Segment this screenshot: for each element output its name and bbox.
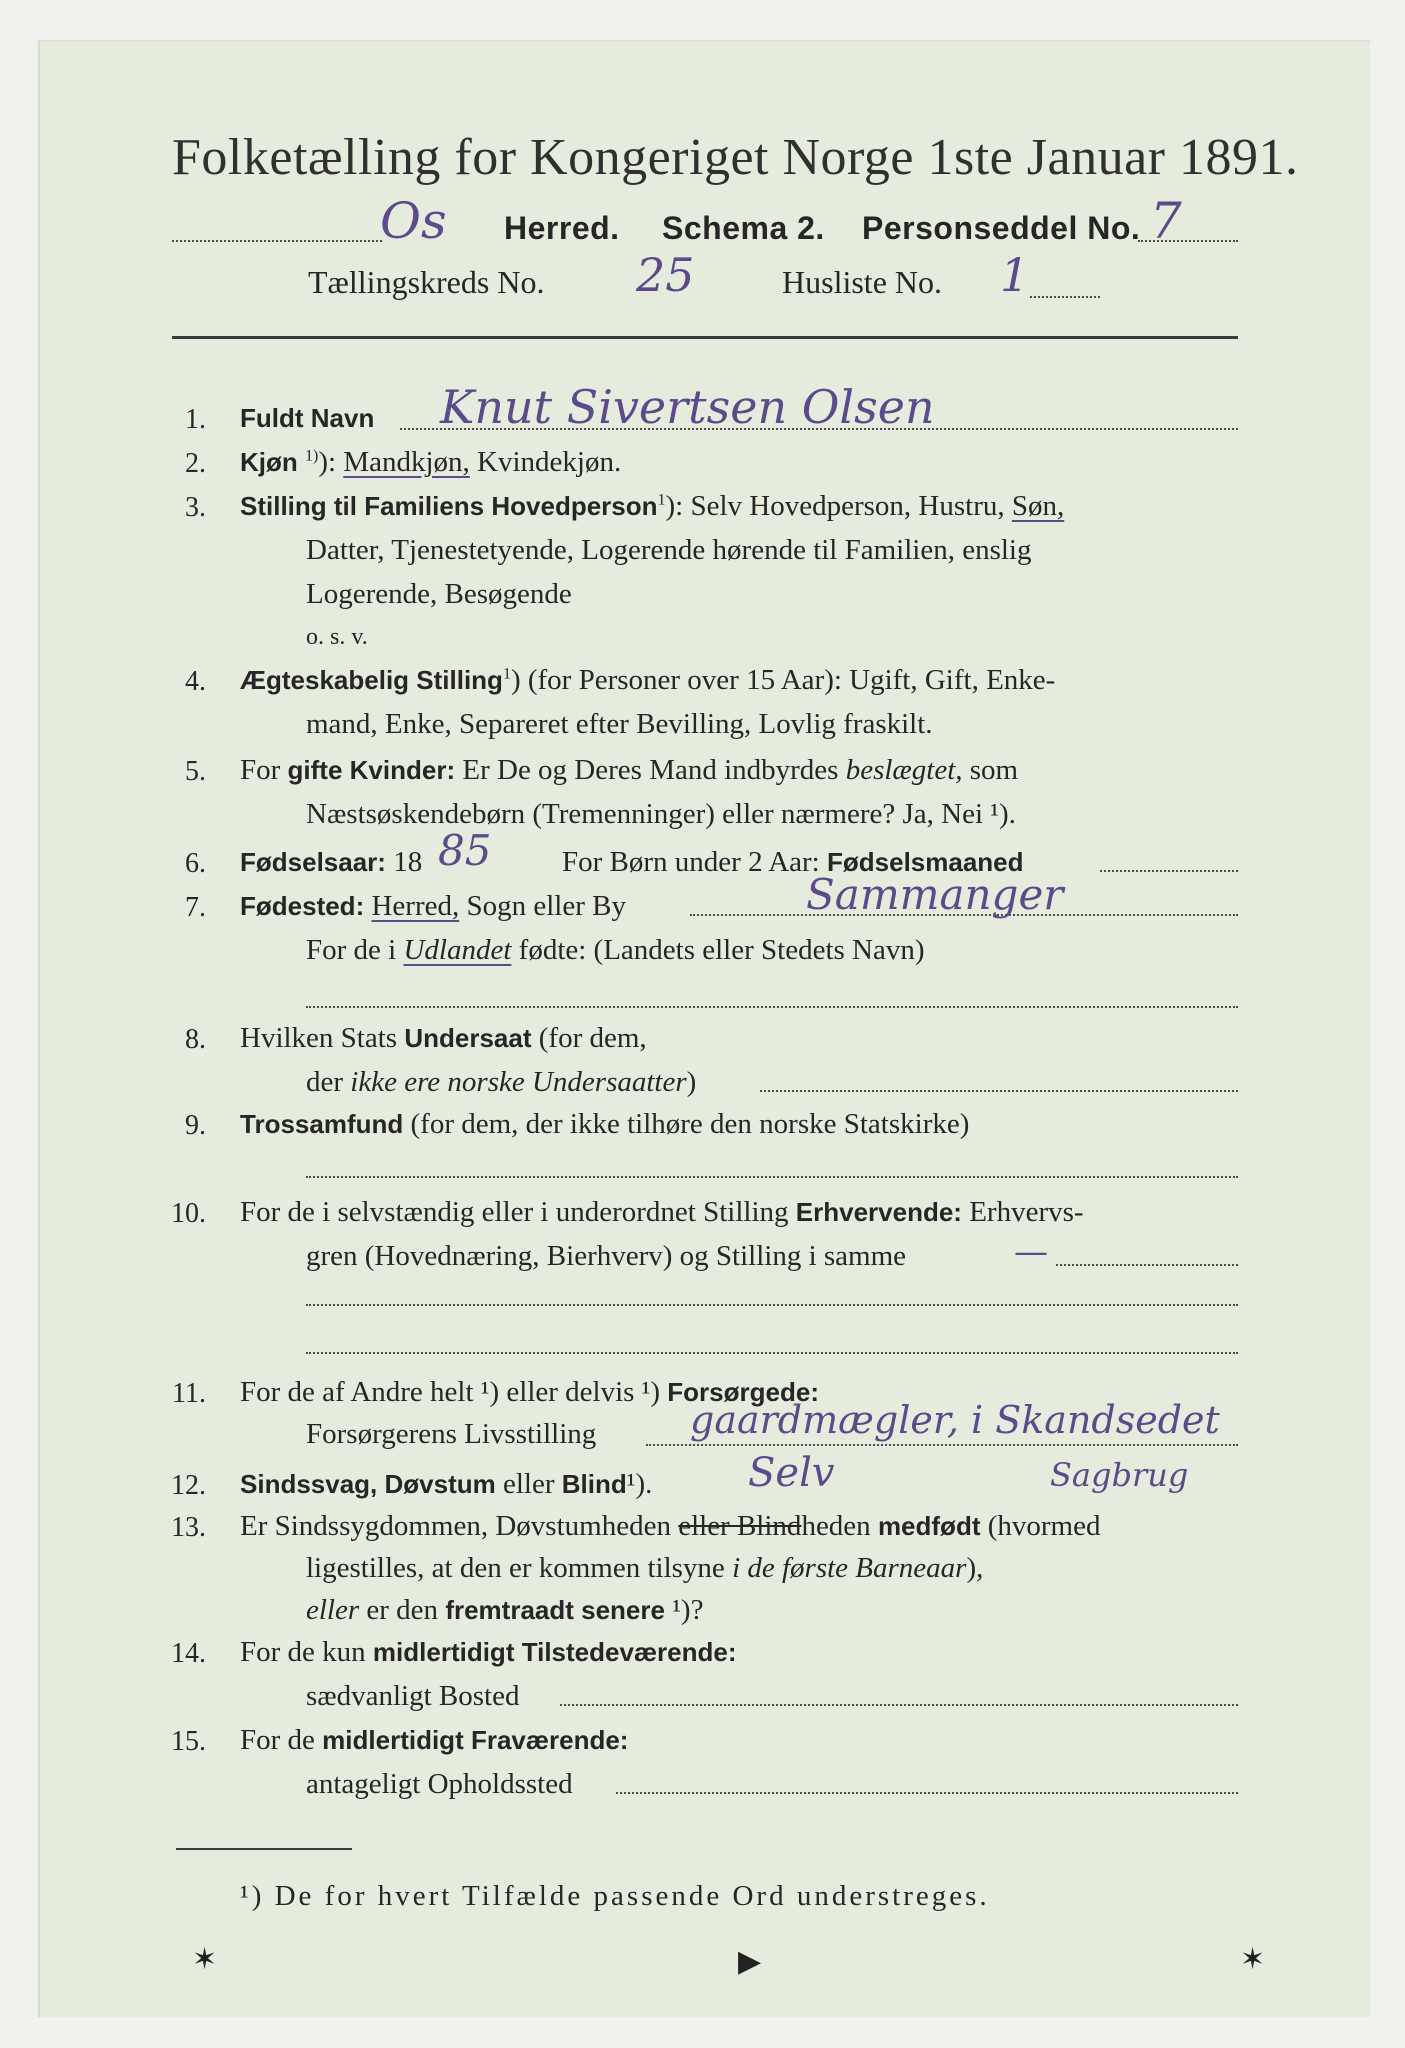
q8-label: Undersaat [404,1023,532,1053]
q13-label: medfødt [877,1511,981,1541]
q15-line-1: For de midlertidigt Fraværende: [240,1724,629,1756]
q11-number: 11. [172,1378,206,1409]
q7-label: Fødested: [240,891,365,921]
q15-dotted-line [616,1792,1238,1794]
q11-label: Forsørgede: [667,1377,819,1407]
q3-line-4: o. s. v. [306,624,368,650]
q14-label: midlertidigt Tilstedeværende: [372,1637,737,1667]
q13-line-3: eller er den fremtraadt senere ¹)? [306,1594,704,1626]
personseddel-label: Personseddel No. [862,210,1141,246]
q13-label-2: fremtraadt senere [445,1595,665,1625]
footnote: ¹) De for hvert Tilfælde passende Ord understreges. [240,1880,990,1912]
q8-number: 8. [185,1024,206,1055]
q7-option-herred: Herred, [371,890,460,922]
q13-line-2: ligestilles, at den er kommen tilsyne i de første Barneaar), [306,1552,984,1584]
q13-number: 13. [171,1512,206,1543]
q7-line-2: For de i Udlandet fødte: (Landets eller Stedets Navn) [306,934,925,966]
q10-dotted-line-3 [306,1352,1238,1354]
q12-number: 12. [171,1470,206,1501]
q1-label: Fuldt Navn [240,403,375,433]
q3-line-2: Datter, Tjenestetyende, Logerende hørende til Familien, enslig [306,534,1032,566]
q3-number: 3. [185,492,206,523]
q3-line-1: Stilling til Familiens Hovedperson$^1$): Selv Hovedperson, Hustru, Søn, [240,490,1065,522]
q2-sup: 1) [305,447,319,465]
husliste-value: 1 [1000,248,1030,302]
q2-label: Kjøn [240,447,298,477]
q6-dotted-line [1100,870,1238,872]
q2-option-male: Mandkjøn, [343,446,470,478]
q6-line-2: For Børn under 2 Aar: Fødselsmaaned [562,846,1024,878]
q10-dotted-line [1056,1264,1238,1266]
q10-label: Erhvervende: [795,1197,962,1227]
footnote-rule [176,1848,352,1850]
q15-line-2: antageligt Opholdssted [306,1768,573,1800]
q3-line-3: Logerende, Besøgende [306,578,572,610]
q11-provider-value: gaardmægler, i Skandsedet [690,1398,1220,1442]
q14-line-1: For de kun midlertidigt Tilstedeværende: [240,1636,737,1668]
q13-line-1: Er Sindssygdommen, Døvstumheden eller Blindheden medfødt (hvormed [240,1510,1101,1542]
center-mark: ▶ [738,1945,762,1978]
q10-number: 10. [171,1198,206,1229]
q14-line-2: sædvanligt Bosted [306,1680,520,1712]
q2-option-female: Kvindekjøn. [477,446,622,478]
q4-line-2: mand, Enke, Separeret efter Bevilling, Lovlig fraskilt. [306,708,933,740]
q15-number: 15. [171,1726,206,1757]
corner-mark-right: ✶ [1240,1943,1266,1976]
q8-dotted-line [760,1090,1238,1092]
q14-dotted-line [560,1704,1238,1706]
personseddel-value: 7 [1150,192,1182,250]
kommune-value: Os [380,192,447,250]
q9-dotted-line [306,1176,1238,1178]
q7-number: 7. [185,892,206,923]
q6-line: Fødselsaar: 18 [240,846,423,878]
q11-line-2: Forsørgerens Livsstilling [306,1418,597,1450]
q10-value: — [1014,1232,1048,1272]
husliste-label: Husliste No. [782,264,942,300]
corner-mark-left: ✶ [192,1943,218,1976]
q5-line-1: For gifte Kvinder: Er De og Deres Mand indbyrdes beslægtet, som [240,754,1019,786]
q14-number: 14. [171,1638,206,1669]
q8-line-2: der ikke ere norske Undersaatter) [306,1066,697,1098]
husliste-dotted-line [1030,296,1100,298]
q6-label-2: Fødselsmaaned [827,847,1024,877]
q12-value-1: Selv [748,1450,835,1496]
q9-number: 9. [185,1110,206,1141]
header-rule [172,336,1238,339]
q10-line-1: For de i selvstændig eller i underordnet Stilling Erhvervende: Erhvervs- [240,1196,1084,1228]
q7-dotted-line-2 [306,1006,1238,1008]
q10-dotted-line-2 [306,1304,1238,1306]
q2-line: Kjøn $^{1)}$): Mandkjøn, Kvindekjøn. [240,446,622,478]
q6-birthyear-value: 85 [438,826,492,875]
q4-number: 4. [185,666,206,697]
q9-label: Trossamfund [240,1109,404,1139]
q9-line: Trossamfund (for dem, der ikke tilhøre den norske Statskirke) [240,1108,970,1140]
q5-number: 5. [185,756,206,787]
q3-label: Stilling til Familiens Hovedperson [240,491,658,521]
q7-birthplace-value: Sammanger [806,870,1064,919]
q7-line-1: Fødested: Herred, Sogn eller By [240,890,626,922]
q2-number: 2. [185,448,206,479]
q6-label: Fødselsaar: [240,847,386,877]
q4-label: Ægteskabelig Stilling [240,665,503,695]
q3-option-son: Søn, [1011,490,1065,522]
herred-label: Herred. [504,210,620,246]
q6-number: 6. [185,848,206,879]
q12-line: Sindssvag, Døvstum eller Blind¹). [240,1468,653,1500]
q1-number: 1. [185,404,206,435]
q12-label: Sindssvag, Døvstum [240,1469,496,1499]
q1-line [240,402,374,435]
q5-label: gifte Kvinder: [287,755,456,785]
taellingskreds-value: 25 [636,248,695,302]
q4-line-1: Ægteskabelig Stilling$^1$) (for Personer over 15 Aar): Ugift, Gift, Enke- [240,664,1056,696]
form-title: Folketælling for Kongeriget Norge 1ste Januar 1891. [172,129,1299,186]
q11-line-1: For de af Andre helt ¹) eller delvis ¹) Forsørgede: [240,1376,819,1408]
schema-label: Schema 2. [662,210,825,246]
q12-value-2: Sagbrug [1050,1456,1189,1494]
q5-line-2: Næstsøskendebørn (Tremenninger) eller nærmere? Ja, Nei ¹). [306,798,1016,830]
q11-dotted-line [646,1444,1238,1446]
q1-name-value: Knut Sivertsen Olsen [440,380,935,434]
q8-line-1: Hvilken Stats Undersaat (for dem, [240,1022,647,1054]
q10-line-2: gren (Hovednæring, Bierhverv) og Stilling i samme [306,1240,907,1272]
q15-label: midlertidigt Fraværende: [322,1725,629,1755]
kommune-dotted-line [172,240,382,242]
taellingskreds-label: Tællingskreds No. [308,264,545,300]
